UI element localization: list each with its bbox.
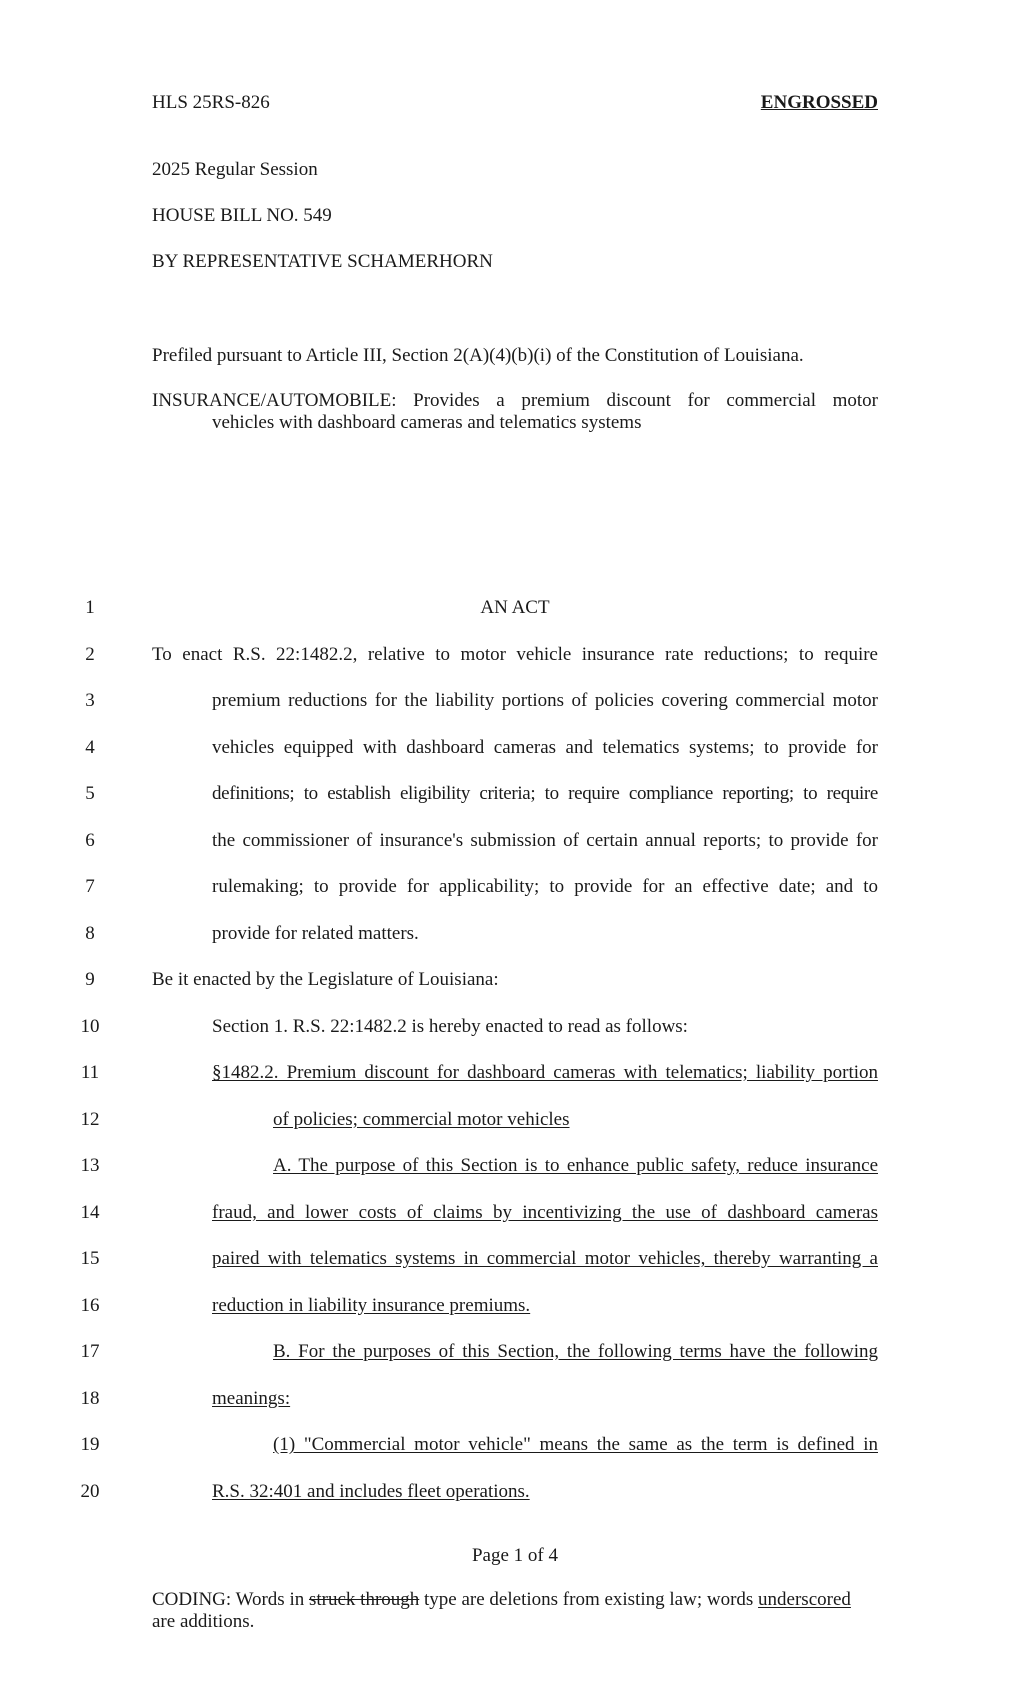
bill-line: provide for related matters. [212, 923, 419, 944]
bill-code: HLS 25RS-826 [152, 92, 270, 113]
digest-topic-line-1: INSURANCE/AUTOMOBILE: Provides a premium discount for commercial motor [152, 390, 878, 411]
line-number: 11 [80, 1062, 100, 1083]
bill-line: premium reductions for the liability portions of policies covering commercial motor [212, 690, 878, 711]
line-number: 12 [80, 1109, 100, 1130]
coding-underscored-example: underscored [758, 1589, 851, 1610]
line-number: 14 [80, 1202, 100, 1223]
line-number: 16 [80, 1295, 100, 1316]
bill-line: B. For the purposes of this Section, the following terms have the following [273, 1341, 878, 1362]
section-heading: Section 1. R.S. 22:1482.2 is hereby enacted to read as follows: [212, 1016, 688, 1037]
line-number: 7 [85, 876, 95, 897]
statute-title-continued: of policies; commercial motor vehicles [273, 1109, 570, 1130]
coding-middle: type are deletions from existing law; words [419, 1589, 759, 1610]
bill-line: fraud, and lower costs of claims by incentivizing the use of dashboard cameras [212, 1202, 878, 1223]
line-number: 1 [85, 597, 95, 618]
line-number: 4 [85, 737, 95, 758]
enacting-clause: Be it enacted by the Legislature of Louisiana: [152, 969, 499, 990]
line-number: 13 [80, 1155, 100, 1176]
line-number: 17 [80, 1341, 100, 1362]
line-number: 3 [85, 690, 95, 711]
bill-line: paired with telematics systems in commercial motor vehicles, thereby warranting a [212, 1248, 878, 1269]
coding-struck-example: struck through [308, 1589, 420, 1610]
line-number: 19 [80, 1434, 100, 1455]
line-number: 8 [85, 923, 95, 944]
line-number: 9 [85, 969, 95, 990]
bill-author: BY REPRESENTATIVE SCHAMERHORN [152, 251, 493, 272]
bill-line: A. The purpose of this Section is to enhance public safety, reduce insurance [273, 1155, 878, 1176]
session-label: 2025 Regular Session [152, 159, 318, 180]
bill-line: vehicles equipped with dashboard cameras and telematics systems; to provide for [212, 737, 878, 758]
line-number: 6 [85, 830, 95, 851]
digest-topic [152, 390, 878, 434]
bill-line: R.S. 32:401 and includes fleet operations. [212, 1481, 530, 1502]
engrossed-status: ENGROSSED [760, 92, 878, 113]
bill-line: the commissioner of insurance's submission of certain annual reports; to provide for [212, 830, 878, 851]
bill-line: rulemaking; to provide for applicability; to provide for an effective date; and to [212, 876, 878, 897]
digest-topic-line-2: vehicles with dashboard cameras and telematics systems [212, 412, 642, 433]
coding-note [152, 1589, 878, 1633]
statute-title: §1482.2. Premium discount for dashboard cameras with telematics; liability portion [212, 1062, 878, 1083]
coding-prefix: CODING: Words in [152, 1589, 309, 1610]
act-title: AN ACT [480, 597, 550, 618]
bill-number: HOUSE BILL NO. 549 [152, 205, 332, 226]
line-number: 15 [80, 1248, 100, 1269]
coding-suffix: are additions. [152, 1611, 255, 1632]
line-number: 20 [80, 1481, 100, 1502]
bill-line: definitions; to establish eligibility criteria; to require compliance reporting; to require [212, 783, 878, 804]
bill-line: To enact R.S. 22:1482.2, relative to motor vehicle insurance rate reductions; to require [152, 644, 878, 665]
prefiled-note: Prefiled pursuant to Article III, Section 2(A)(4)(b)(i) of the Constitution of Louisiana. [152, 345, 804, 366]
line-number: 18 [80, 1388, 100, 1409]
bill-line: reduction in liability insurance premiums. [212, 1295, 531, 1316]
line-number: 10 [80, 1016, 100, 1037]
line-number: 2 [85, 644, 95, 665]
bill-line: (1) "Commercial motor vehicle" means the same as the term is defined in [273, 1434, 878, 1455]
bill-line: meanings: [212, 1388, 291, 1409]
line-number: 5 [85, 783, 95, 804]
page-number: Page 1 of 4 [471, 1545, 558, 1566]
